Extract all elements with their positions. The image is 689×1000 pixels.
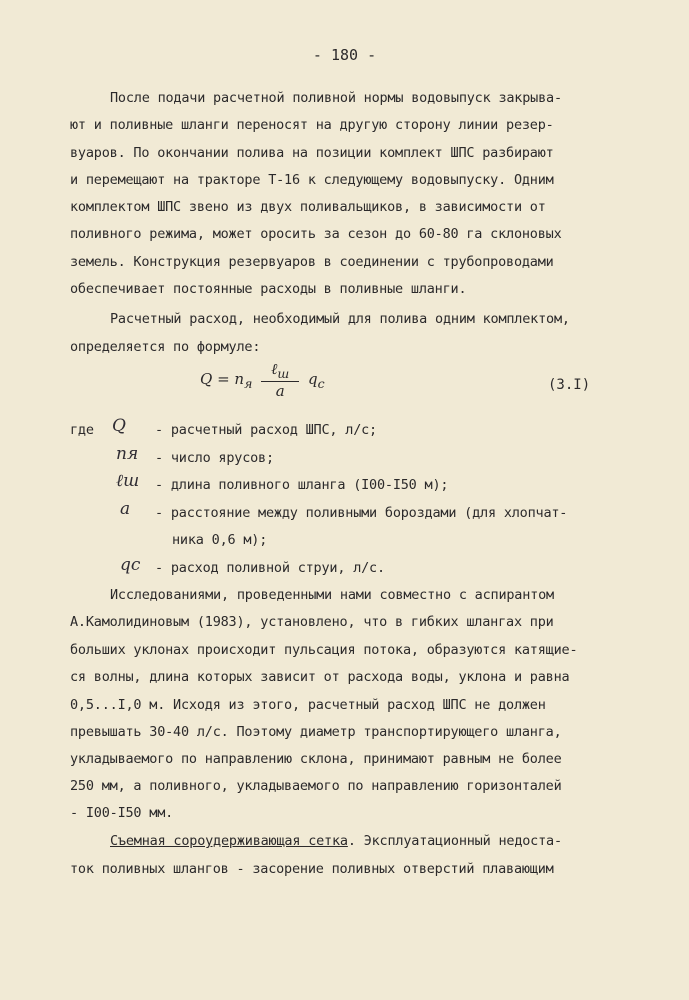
formula-rhs-sub: с bbox=[317, 376, 325, 391]
text-line: и перемещают на тракторе Т-16 к следующему водовыпуску. Одним bbox=[70, 172, 554, 188]
text-line: превышать 30-40 л/с. Поэтому диаметр транспортирующего шланга, bbox=[70, 724, 562, 740]
text-line: ся волны, длина которых зависит от расхода воды, уклона и равна bbox=[70, 669, 570, 685]
symbol-q: Q bbox=[112, 416, 126, 436]
definition-line: - расчетный расход ШПС, л/с; bbox=[155, 422, 377, 438]
text-line: земель. Конструкция резервуаров в соединении с трубопроводами bbox=[70, 254, 554, 270]
formula-lhs-sub: я bbox=[244, 376, 253, 391]
formula-numerator: ℓ bbox=[271, 360, 278, 378]
text-line: определяется по формуле: bbox=[70, 339, 261, 355]
text-line: ток поливных шлангов - засорение поливных отверстий плавающим bbox=[70, 861, 554, 877]
text-line: обеспечивает постоянные расходы в поливные шланги. bbox=[70, 281, 467, 297]
formula-rhs: q bbox=[308, 370, 318, 388]
text-line: комплектом ШПС звено из двух поливальщиков, в зависимости от bbox=[70, 199, 546, 215]
symbol-qc: qс bbox=[120, 555, 141, 575]
text-line: Расчетный расход, необходимый для полива одним комплектом, bbox=[110, 311, 570, 327]
definition-line: ника 0,6 м); bbox=[172, 532, 268, 548]
text-line: укладываемого по направлению склона, принимают равным не более bbox=[70, 751, 562, 767]
text-line: - I00-I50 мм. bbox=[70, 805, 174, 821]
text-line: ют и поливные шланги переносят на другую сторону линии резер- bbox=[70, 117, 554, 133]
formula-numerator-sub: ш bbox=[277, 366, 290, 381]
text-line: 0,5...I,0 м. Исходя из этого, расчетный расход ШПС не должен bbox=[70, 697, 546, 713]
where-label: где bbox=[70, 422, 94, 438]
text-line: вуаров. По окончании полива на позиции комплект ШПС разбирают bbox=[70, 145, 554, 161]
definition-line: - число ярусов; bbox=[155, 450, 274, 466]
symbol-a: a bbox=[120, 499, 131, 519]
definition-line: - расход поливной струи, л/с. bbox=[155, 560, 385, 576]
text-line: А.Камолидиновым (1983), установлено, что в гибких шлангах при bbox=[70, 614, 554, 630]
text-line: 250 мм, а поливного, укладываемого по направлению горизонталей bbox=[70, 778, 562, 794]
page-number: - 180 - bbox=[312, 46, 377, 64]
equation-number: (3.I) bbox=[548, 377, 591, 393]
symbol-l: ℓш bbox=[116, 471, 140, 491]
formula-lhs: Q = n bbox=[200, 370, 245, 388]
text-fragment: . Эксплуатационный недоста- bbox=[347, 833, 562, 849]
text-line bbox=[110, 833, 562, 849]
formula bbox=[200, 360, 325, 400]
definition-line: - длина поливного шланга (I00-I50 м); bbox=[155, 477, 449, 493]
text-line: Исследованиями, проведенными нами совместно с аспирантом bbox=[110, 587, 554, 603]
formula-denominator: a bbox=[275, 382, 285, 400]
text-line: поливного режима, может оросить за сезон до 60-80 га склоновых bbox=[70, 226, 562, 242]
definition-line: - расстояние между поливными бороздами (для хлопчат- bbox=[155, 505, 568, 521]
symbol-n: nя bbox=[116, 444, 139, 464]
text-line: больших уклонах происходит пульсация потока, образуются катящие- bbox=[70, 642, 578, 658]
text-line: После подачи расчетной поливной нормы водовыпуск закрыва- bbox=[110, 90, 562, 106]
section-heading: Съемная сороудерживающая сетка bbox=[110, 833, 348, 849]
